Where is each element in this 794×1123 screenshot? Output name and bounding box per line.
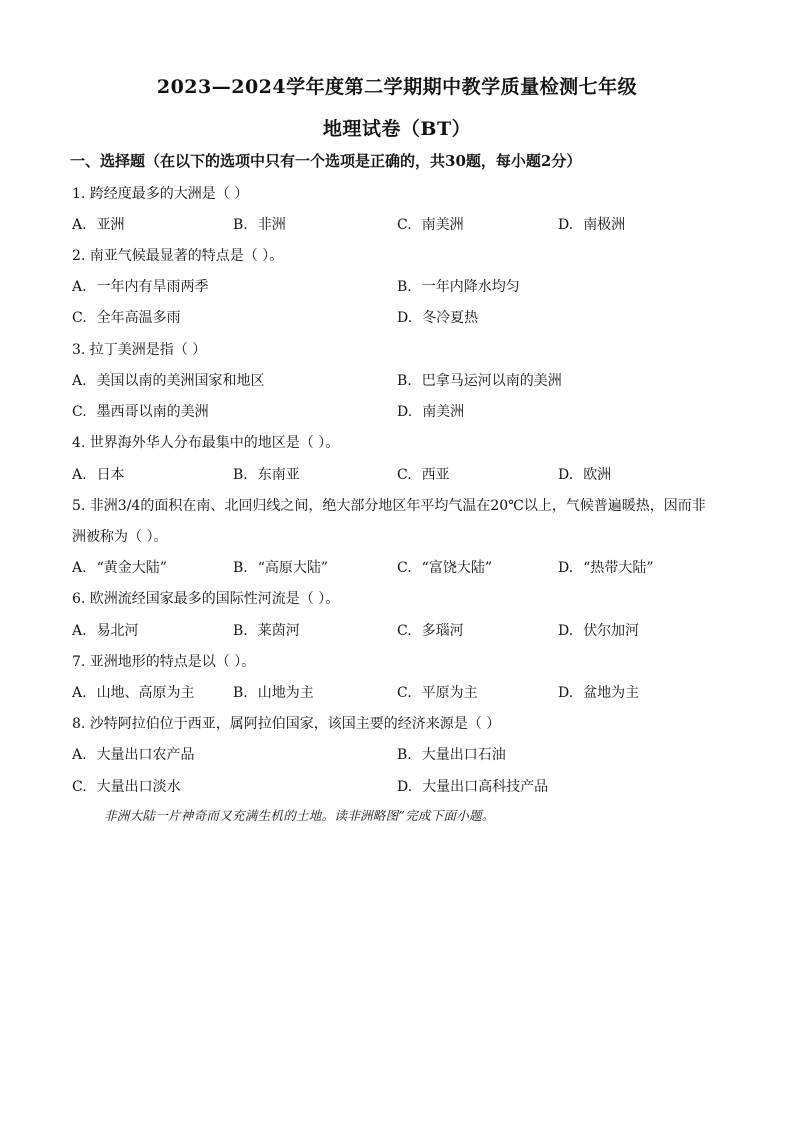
option-letter: B. [233, 217, 248, 233]
option-letter: D. [558, 560, 574, 576]
question-6-option-b[interactable] [233, 620, 300, 640]
option-text: 非洲 [257, 217, 286, 233]
option-letter: C. [72, 404, 87, 420]
option-letter: A. [72, 623, 87, 639]
option-letter: B. [233, 560, 248, 576]
option-text: 墨西哥以南的美洲 [96, 404, 209, 420]
question-7-option-c[interactable] [397, 682, 478, 702]
option-text: 盆地为主 [583, 685, 640, 701]
option-text: 一年内有旱雨两季 [96, 279, 209, 295]
option-text: 大量出口高科技产品 [422, 779, 549, 795]
question-5-option-b[interactable] [233, 557, 328, 577]
option-letter: A. [72, 373, 87, 389]
question-4-option-c[interactable] [397, 464, 450, 484]
question-3-option-c[interactable] [72, 401, 209, 421]
option-letter: D. [558, 467, 574, 483]
option-letter: A. [72, 747, 87, 763]
option-letter: C. [72, 779, 87, 795]
option-letter: C. [397, 560, 412, 576]
question-5-stem-continued: 洲被称为（ ）。 [72, 529, 168, 545]
question-3-option-d[interactable] [397, 401, 464, 421]
option-letter: C. [397, 467, 412, 483]
question-6-option-c[interactable] [397, 620, 464, 640]
question-1-option-d[interactable] [558, 214, 625, 234]
question-8-option-a[interactable] [72, 744, 195, 764]
option-letter: D. [558, 623, 574, 639]
option-letter: D. [397, 779, 413, 795]
option-text: 伏尔加河 [583, 623, 640, 639]
option-text: 大量出口石油 [421, 747, 506, 763]
option-letter: D. [397, 310, 413, 326]
option-letter: C. [397, 623, 412, 639]
question-2-option-d[interactable] [397, 307, 478, 327]
question-1-stem: 1. 跨经度最多的大洲是（ ） [72, 186, 249, 202]
question-3-stem: 3. 拉丁美洲是指（ ） [72, 342, 207, 358]
question-1-option-c[interactable] [397, 214, 464, 234]
option-text: 巴拿马运河以南的美洲 [421, 373, 562, 389]
option-letter: D. [558, 217, 574, 233]
question-1-option-b[interactable] [233, 214, 286, 234]
option-text: 易北河 [96, 623, 139, 639]
question-3-option-b[interactable] [397, 370, 562, 390]
option-letter: B. [397, 747, 412, 763]
option-letter: C. [72, 310, 87, 326]
option-letter: A. [72, 217, 87, 233]
option-text: “黄金大陆” [96, 560, 167, 576]
option-letter: B. [397, 279, 412, 295]
option-letter: A. [72, 685, 87, 701]
option-letter: B. [233, 623, 248, 639]
option-text: 平原为主 [421, 685, 478, 701]
option-text: “热带大陆” [583, 560, 654, 576]
option-text: 多瑙河 [421, 623, 464, 639]
option-text: 日本 [96, 467, 125, 483]
option-letter: A. [72, 560, 87, 576]
option-text: 莱茵河 [257, 623, 300, 639]
question-8-stem: 8. 沙特阿拉伯位于西亚，属阿拉伯国家，该国主要的经济来源是（ ） [72, 716, 501, 732]
option-text: “富饶大陆” [421, 560, 492, 576]
question-7-option-d[interactable] [558, 682, 639, 702]
question-5-option-c[interactable] [397, 557, 492, 577]
question-6-stem: 6. 欧洲流经国家最多的国际性河流是（ ）。 [72, 591, 340, 607]
option-text: 冬冷夏热 [422, 310, 479, 326]
question-6-option-a[interactable] [72, 620, 139, 640]
question-4-option-a[interactable] [72, 464, 125, 484]
section-heading: 一、选择题（在以下的选项中只有一个选项是正确的，共30题，每小题2分） [70, 152, 582, 170]
exam-title: 2023—2024学年度第二学期期中教学质量检测七年级 [156, 76, 638, 98]
question-8-option-d[interactable] [397, 776, 548, 796]
option-text: 南美洲 [421, 217, 464, 233]
option-text: 南极洲 [583, 217, 626, 233]
question-1-option-a[interactable] [72, 214, 125, 234]
option-letter: C. [397, 217, 412, 233]
option-text: 大量出口淡水 [96, 779, 181, 795]
reading-prompt: 非洲大陆一片神奇而又充满生机的土地。读非洲略图”完成下面小题。 [104, 808, 495, 823]
option-text: 欧洲 [583, 467, 612, 483]
option-letter: A. [72, 279, 87, 295]
question-2-option-a[interactable] [72, 276, 209, 296]
option-text: 大量出口农产品 [96, 747, 195, 763]
option-letter: B. [233, 467, 248, 483]
question-7-stem: 7. 亚洲地形的特点是以（ ）。 [72, 654, 256, 670]
question-7-option-a[interactable] [72, 682, 195, 702]
question-6-option-d[interactable] [558, 620, 639, 640]
option-letter: D. [558, 685, 574, 701]
option-text: 西亚 [421, 467, 450, 483]
option-letter: B. [397, 373, 412, 389]
option-letter: A. [72, 467, 87, 483]
option-text: 东南亚 [257, 467, 300, 483]
option-text: 亚洲 [96, 217, 125, 233]
question-8-option-b[interactable] [397, 744, 506, 764]
question-3-option-a[interactable] [72, 370, 265, 390]
question-2-option-c[interactable] [72, 307, 181, 327]
question-2-stem: 2. 南亚气候最显著的特点是（ ）。 [72, 248, 284, 264]
exam-subtitle: 地理试卷（BT） [322, 118, 472, 140]
question-4-option-b[interactable] [233, 464, 300, 484]
question-5-option-a[interactable] [72, 557, 167, 577]
option-text: 一年内降水均匀 [421, 279, 520, 295]
option-text: “高原大陆” [257, 560, 329, 576]
question-4-option-d[interactable] [558, 464, 611, 484]
question-2-option-b[interactable] [397, 276, 520, 296]
question-5-stem: 5. 非洲3/4的面积在南、北回归线之间，绝大部分地区年平均气温在20℃以上，气候普遍暖热，因而非 [72, 498, 706, 514]
option-text: 美国以南的美洲国家和地区 [96, 373, 265, 389]
option-letter: D. [397, 404, 413, 420]
option-text: 山地、高原为主 [96, 685, 195, 701]
option-letter: C. [397, 685, 412, 701]
option-text: 南美洲 [422, 404, 465, 420]
option-letter: B. [233, 685, 248, 701]
question-8-option-c[interactable] [72, 776, 181, 796]
question-5-option-d[interactable] [558, 557, 654, 577]
option-text: 山地为主 [257, 685, 314, 701]
question-4-stem: 4. 世界海外华人分布最集中的地区是（ ）。 [72, 435, 340, 451]
question-7-option-b[interactable] [233, 682, 314, 702]
option-text: 全年高温多雨 [96, 310, 181, 326]
